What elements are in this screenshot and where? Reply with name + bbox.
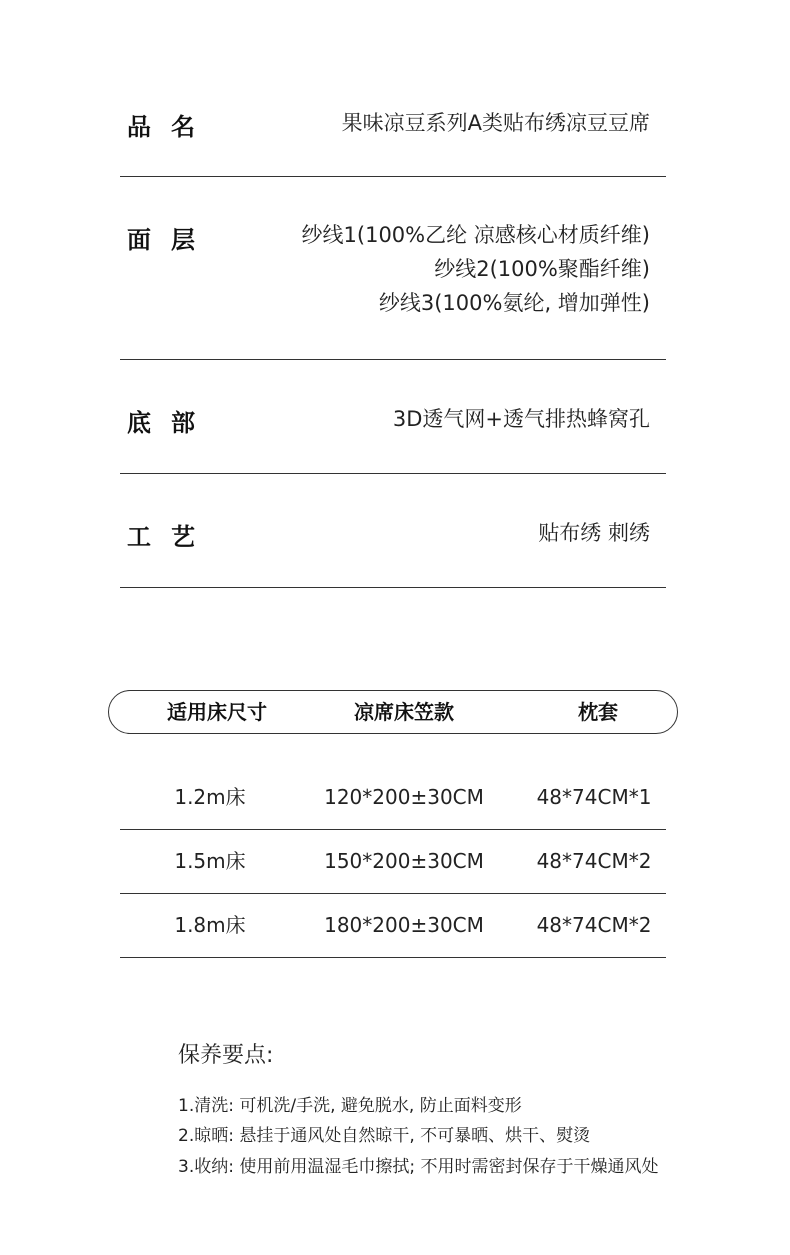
- spec-value-line: 果味凉豆系列A类贴布绣凉豆豆席: [341, 111, 650, 135]
- spec-value-line: 3D透气网+透气排热蜂窝孔: [392, 407, 650, 431]
- care-item-washing: 1.清洗: 可机洗/手洗, 避免脱水, 防止面料变形: [178, 1096, 522, 1116]
- size-table-header: [108, 690, 678, 734]
- header-pillowcase: 枕套: [578, 700, 618, 724]
- spec-value-line: 纱线2(100%聚酯纤维): [434, 257, 650, 281]
- cell-fitted-sheet: 120*200±30CM: [324, 785, 484, 809]
- spec-value-line: 纱线3(100%氨纶, 增加弹性): [378, 291, 650, 315]
- spec-row-bottom: [120, 360, 666, 474]
- spec-value: [342, 106, 650, 140]
- care-item-storage: 3.收纳: 使用前用温湿毛巾擦拭; 不用时需密封保存于干燥通风处: [178, 1157, 659, 1177]
- cell-pillowcase: 48*74CM*1: [536, 785, 652, 809]
- cell-bed-size: 1.8m床: [174, 913, 246, 937]
- table-row: [120, 830, 666, 894]
- care-title: 保养要点:: [178, 1043, 274, 1068]
- spec-label: 面层: [127, 226, 215, 254]
- spec-value-line: 贴布绣 刺绣: [538, 521, 650, 545]
- spec-row-surface: [120, 177, 666, 360]
- table-row: [120, 894, 666, 958]
- spec-row-craft: [120, 474, 666, 588]
- care-item-drying: 2.晾晒: 悬挂于通风处自然晾干, 不可暴晒、烘干、熨烫: [178, 1126, 591, 1146]
- spec-label: 工艺: [127, 523, 215, 551]
- cell-pillowcase: 48*74CM*2: [536, 849, 652, 873]
- spec-value: [302, 218, 650, 320]
- header-bed-size: 适用床尺寸: [167, 700, 267, 724]
- cell-bed-size: 1.5m床: [174, 849, 246, 873]
- cell-fitted-sheet: 180*200±30CM: [324, 913, 484, 937]
- cell-bed-size: 1.2m床: [174, 785, 246, 809]
- table-row: [120, 766, 666, 830]
- spec-value: [538, 516, 650, 550]
- spec-label: 底部: [127, 409, 215, 437]
- spec-value-line: 纱线1(100%乙纶 凉感核心材质纤维): [301, 223, 650, 247]
- cell-pillowcase: 48*74CM*2: [536, 913, 652, 937]
- spec-label: 品名: [127, 113, 215, 141]
- spec-row-product-name: [120, 0, 666, 177]
- spec-value: [393, 402, 650, 436]
- header-fitted-sheet: 凉席床笠款: [354, 700, 454, 724]
- cell-fitted-sheet: 150*200±30CM: [324, 849, 484, 873]
